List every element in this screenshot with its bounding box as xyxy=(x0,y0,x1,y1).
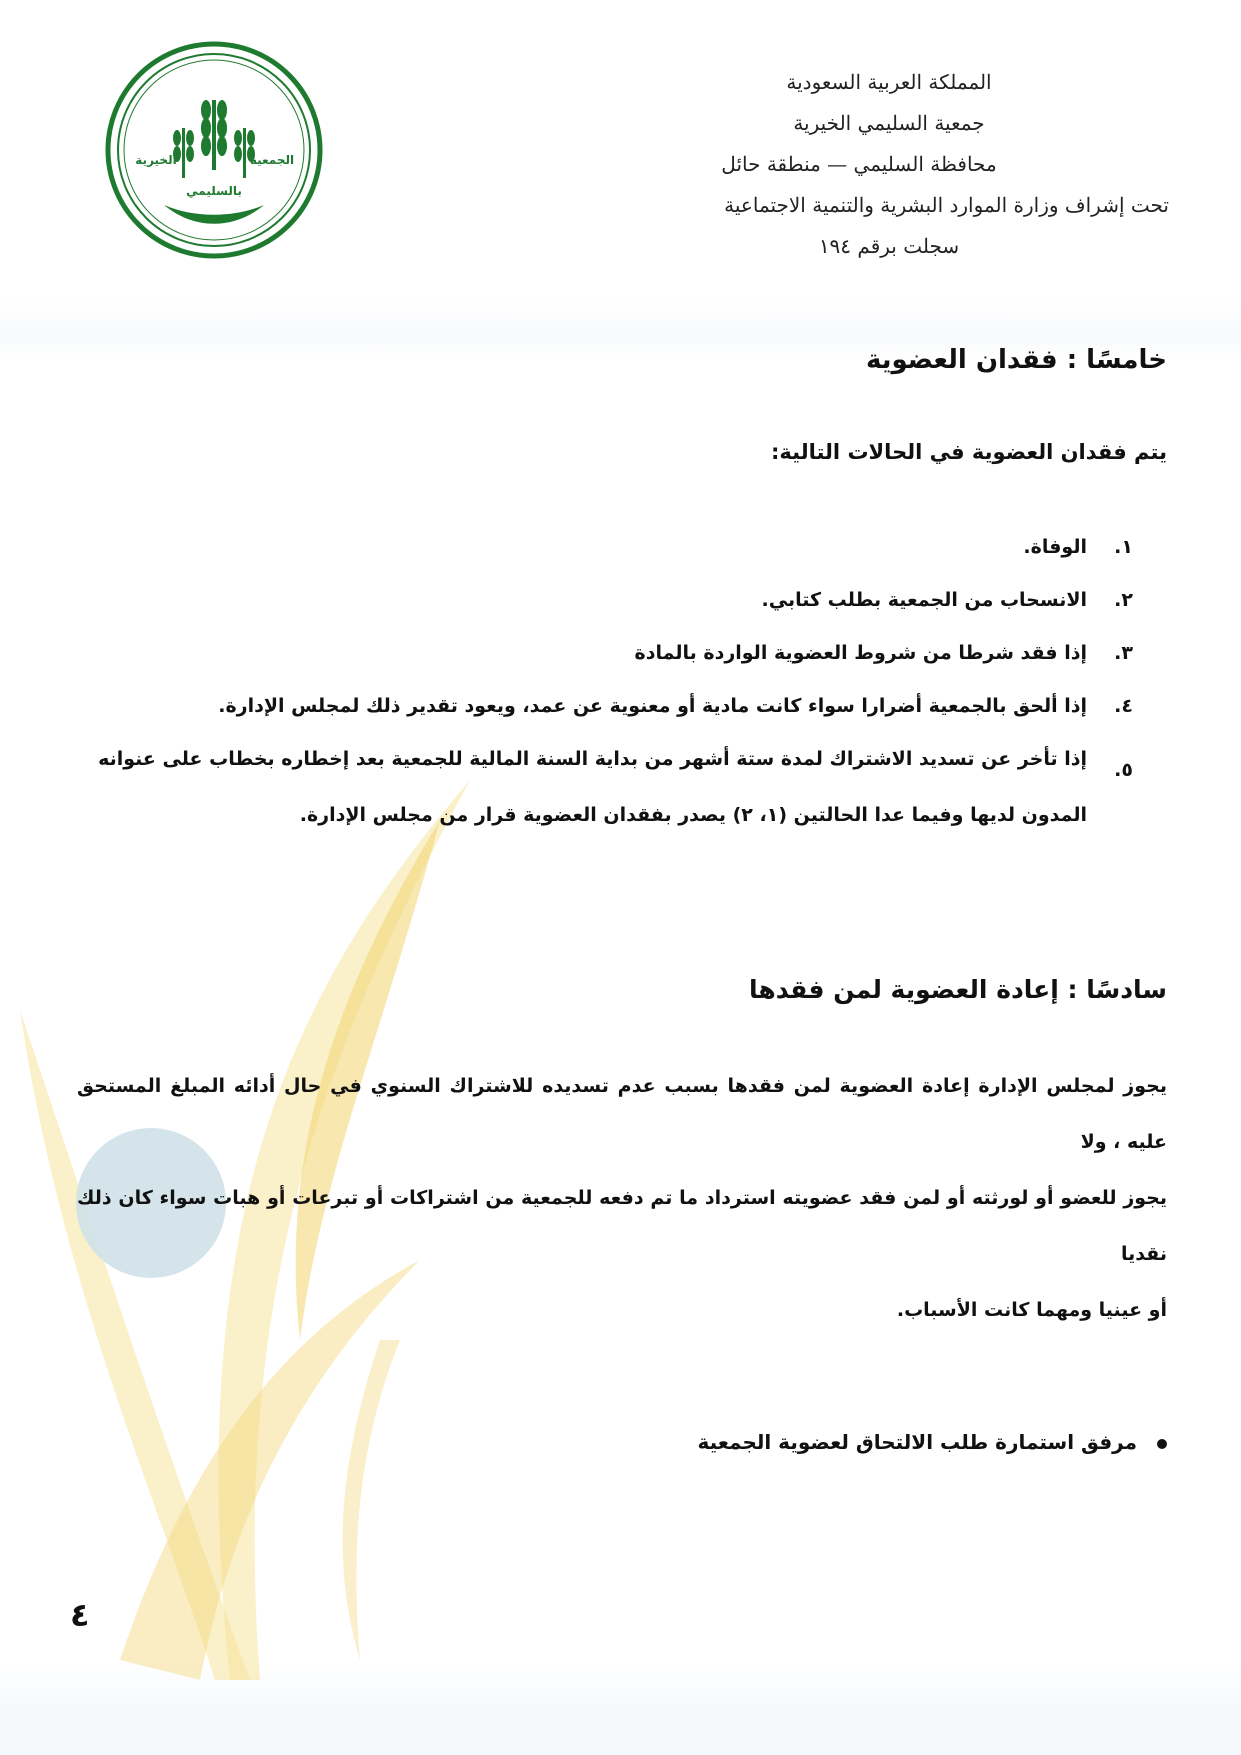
list-item-number: ١. xyxy=(1114,536,1133,558)
list-item-text: الانسحاب من الجمعية بطلب كتابي. xyxy=(761,589,1087,611)
attachment-note xyxy=(697,1430,1167,1454)
list-item xyxy=(97,530,1167,564)
header-ministry: تحت إشراف وزارة الموارد البشرية والتنمية الاجتماعية xyxy=(724,193,1169,217)
list-item xyxy=(97,731,1167,843)
paragraph-line: أو عينيا ومهما كانت الأسباب. xyxy=(896,1299,1167,1321)
list-item xyxy=(97,583,1167,617)
svg-text:الخيرية: الخيرية xyxy=(135,153,177,167)
section6-paragraph xyxy=(77,1058,1167,1338)
list-item-text: إذا تأخر عن تسديد الاشتراك لمدة ستة أشهر من بداية السنة المالية للجمعية بعد إخطاره بخطاب على عنوانه المدون لديها وفيما عدا الحالتين (١، ٢) يصدر بفقدان العضوية قرار من مجلس الإدارة. xyxy=(98,748,1087,826)
paragraph-line: يجوز لمجلس الإدارة إعادة العضوية لمن فقدها بسبب عدم تسديده للاشتراك السنوي في حال أدائه المبلغ المستحق عليه ، ولا xyxy=(77,1075,1167,1153)
header-registration: سجلت برقم ١٩٤ xyxy=(818,234,960,258)
list-item-text: إذا فقد شرطا من شروط العضوية الواردة بالمادة xyxy=(634,642,1087,664)
list-item-number: ٣. xyxy=(1114,642,1133,664)
letterhead xyxy=(609,62,1169,267)
section5-intro: يتم فقدان العضوية في الحالات التالية: xyxy=(771,440,1167,464)
list-item-text: إذا ألحق بالجمعية أضرارا سواء كانت مادية أو معنوية عن عمد، ويعود تقدير ذلك لمجلس الإدارة. xyxy=(218,695,1087,717)
paragraph-line: يجوز للعضو أو لورثته أو لمن فقد عضويته استرداد ما تم دفعه للجمعية من اشتراكات أو تبرعات أو هبات سواء كان ذلك نقديا xyxy=(77,1187,1167,1265)
bullet-icon xyxy=(1157,1439,1167,1449)
header-region: محافظة السليمي — منطقة حائل xyxy=(721,152,997,176)
page-number: ٤ xyxy=(70,1596,90,1634)
association-logo-icon xyxy=(104,40,324,260)
header-association: جمعية السليمي الخيرية xyxy=(793,111,985,135)
section6-title: سادسًا : إعادة العضوية لمن فقدها xyxy=(748,975,1167,1004)
svg-text:بالسليمي: بالسليمي xyxy=(186,184,242,198)
section5-title: خامسًا : فقدان العضوية xyxy=(865,345,1167,375)
membership-loss-list xyxy=(97,530,1167,862)
header-country: المملكة العربية السعودية xyxy=(786,70,992,94)
list-item-number: ٥. xyxy=(1114,759,1133,781)
list-item xyxy=(97,636,1167,670)
list-item-number: ٤. xyxy=(1114,695,1133,717)
list-item xyxy=(97,689,1167,723)
svg-text:الجمعية: الجمعية xyxy=(249,153,295,167)
list-item-text: الوفاة. xyxy=(1023,536,1087,558)
attachment-text: مرفق استمارة طلب الالتحاق لعضوية الجمعية xyxy=(697,1430,1137,1454)
list-item-number: ٢. xyxy=(1114,589,1133,611)
